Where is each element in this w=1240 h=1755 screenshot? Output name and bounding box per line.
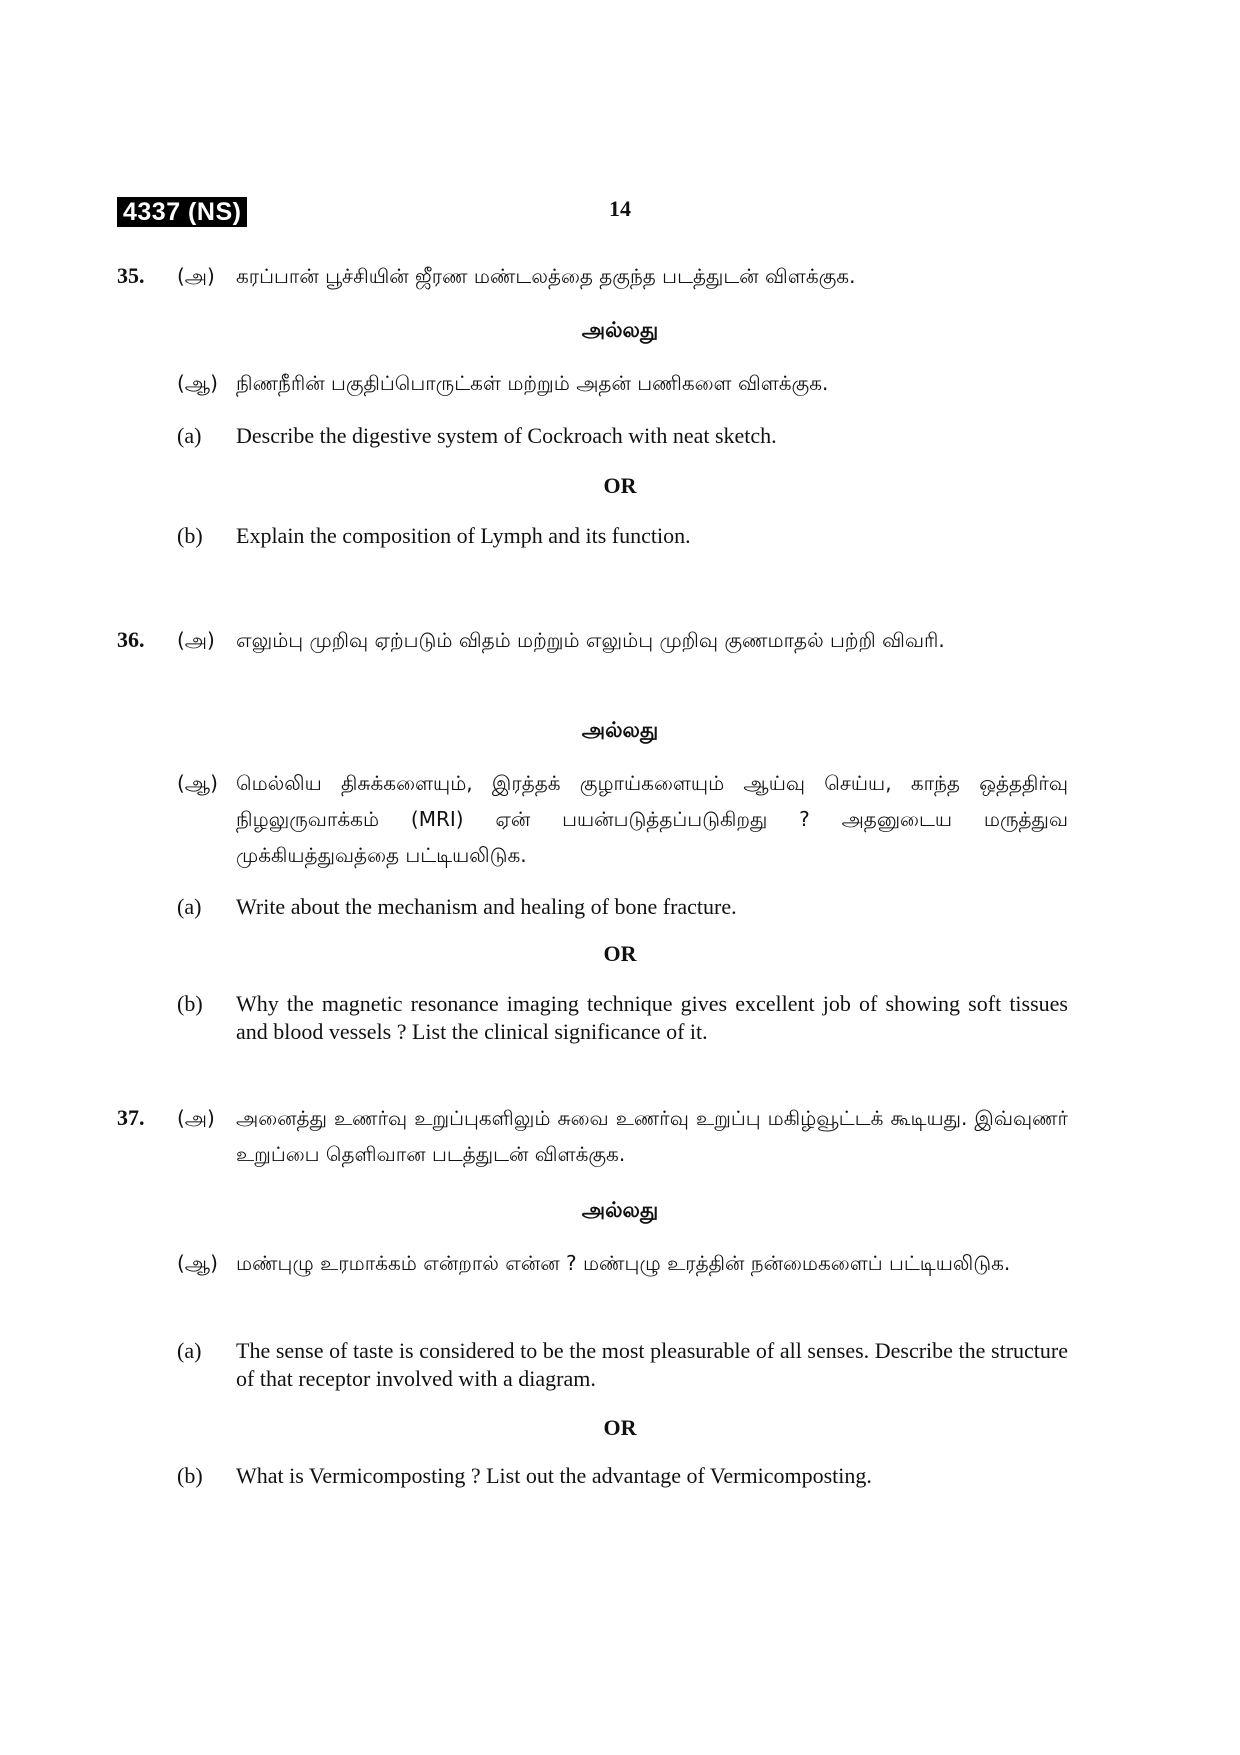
option-label: (அ)	[177, 1106, 215, 1130]
option-text: நிணநீரின் பகுதிப்பொருட்கள் மற்றும் அதன் பணிகளை விளக்குக.	[236, 371, 829, 395]
option-label: (b)	[177, 991, 203, 1016]
tamil-or-separator: அல்லது	[581, 318, 659, 342]
option-text: மெல்லிய திசுக்களையும், இரத்தக் குழாய்களையும் ஆய்வு செய்ய, காந்த ஒத்ததிர்வு நிழலுருவாக்கம் (MRI) ஏன் பயன்படுத்தப்படுகிறது ? அதனுடைய மருத்துவ முக்கியத்துவத்தை பட்டியலிடுக.	[236, 771, 1068, 867]
option-label: (a)	[177, 423, 202, 448]
option-label: (அ)	[177, 264, 215, 288]
option-label: (ஆ)	[177, 771, 218, 795]
question-number: 36.	[117, 627, 145, 652]
option-text: கரப்பான் பூச்சியின் ஜீரண மண்டலத்தை தகுந்த படத்துடன் விளக்குக.	[236, 264, 856, 288]
option-label: (a)	[177, 894, 202, 919]
option-label: (b)	[177, 1463, 203, 1488]
option-text: மண்புழு உரமாக்கம் என்றால் என்ன ? மண்புழு உரத்தின் நன்மைகளைப் பட்டியலிடுக.	[236, 1251, 1011, 1275]
paper-code-badge: 4337 (NS)	[117, 197, 247, 227]
tamil-or-separator: அல்லது	[581, 1198, 659, 1222]
option-text: Describe the digestive system of Cockroach with neat sketch.	[236, 423, 777, 448]
option-label: (அ)	[177, 628, 215, 652]
option-text: The sense of taste is considered to be the most pleasurable of all senses. Describe the structure of that receptor involved with a diagram.	[236, 1338, 1068, 1391]
option-text: அனைத்து உணர்வு உறுப்புகளிலும் சுவை உணர்வு உறுப்பு மகிழ்வூட்டக் கூடியது. இவ்வுணர் உறுப்பை தெளிவான படத்துடன் விளக்குக.	[236, 1106, 1068, 1166]
option-text: Write about the mechanism and healing of bone fracture.	[236, 894, 737, 919]
english-or-separator: OR	[603, 941, 637, 966]
option-label: (ஆ)	[177, 1251, 218, 1275]
english-or-separator: OR	[603, 1415, 637, 1440]
question-number: 35.	[117, 263, 145, 288]
option-text: எலும்பு முறிவு ஏற்படும் விதம் மற்றும் எலும்பு முறிவு குணமாதல் பற்றி விவரி.	[236, 628, 945, 652]
question-number: 37.	[117, 1105, 145, 1130]
option-label: (a)	[177, 1338, 202, 1363]
option-text: What is Vermicomposting ? List out the advantage of Vermicomposting.	[236, 1463, 872, 1488]
english-or-separator: OR	[603, 473, 637, 498]
option-text: Why the magnetic resonance imaging technique gives excellent job of showing soft tissues and blood vessels ? List the clinical significance of it.	[236, 991, 1068, 1044]
tamil-or-separator: அல்லது	[581, 718, 659, 742]
option-label: (b)	[177, 523, 203, 548]
option-text: Explain the composition of Lymph and its function.	[236, 523, 691, 548]
option-label: (ஆ)	[177, 371, 218, 395]
page-number: 14	[609, 196, 631, 221]
